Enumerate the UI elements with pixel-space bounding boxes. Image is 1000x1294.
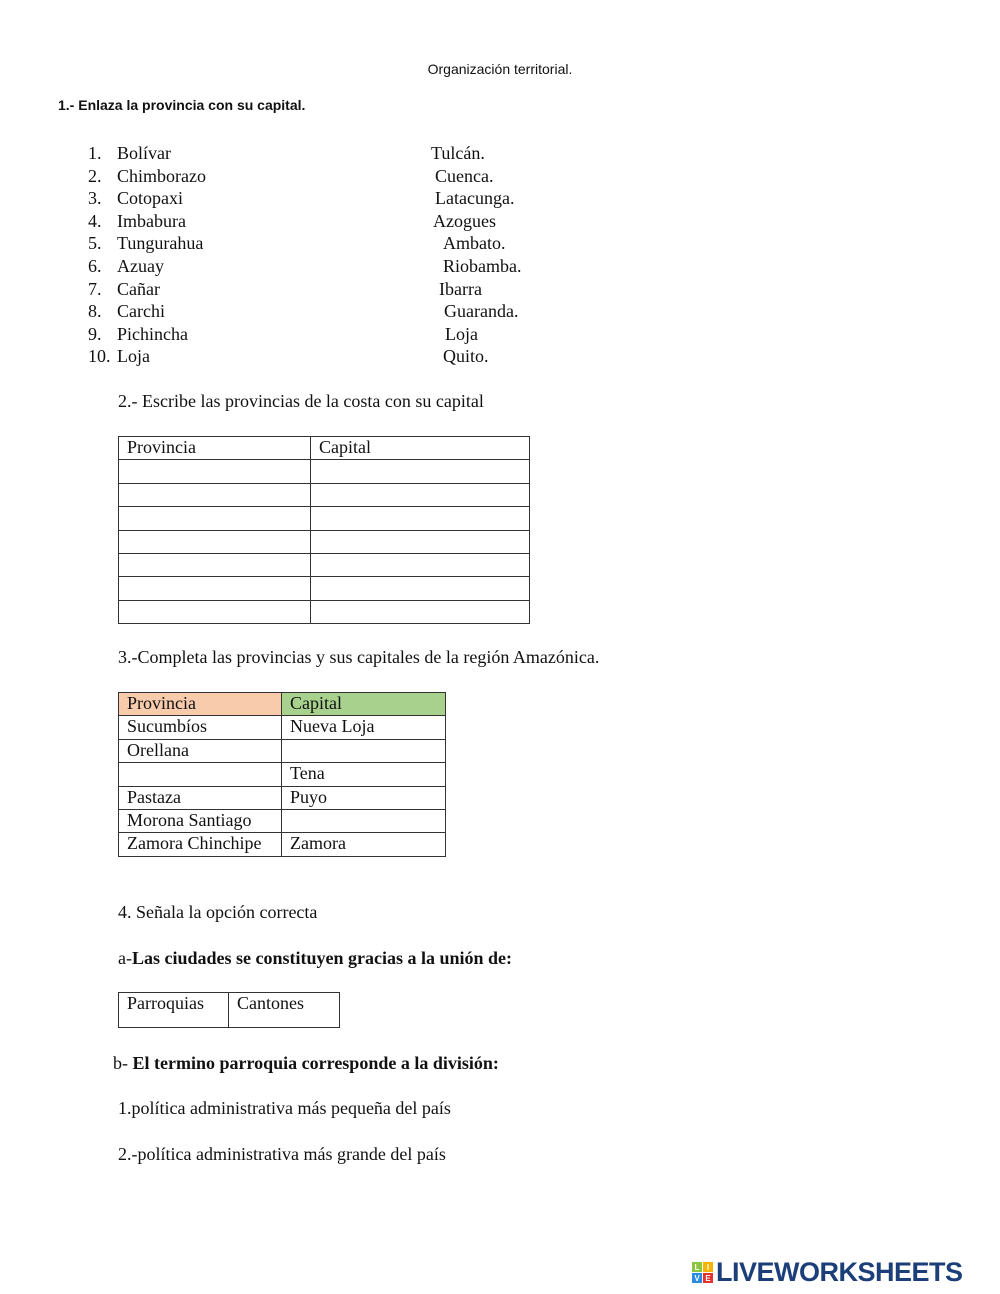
capital-cell[interactable] [282, 739, 446, 762]
province-item[interactable] [88, 142, 171, 164]
province-cell: Zamora Chinchipe [119, 833, 282, 856]
blank-cell[interactable] [311, 577, 530, 600]
q4a-text: Las ciudades se constituyen gracias a la unión de: [131, 948, 513, 968]
header-capital: Capital [311, 437, 530, 460]
province-item[interactable] [88, 165, 206, 187]
capital-item[interactable]: Loja [445, 323, 478, 344]
blank-cell[interactable] [119, 483, 311, 506]
header-capital: Capital [282, 693, 446, 716]
capital-item[interactable]: Riobamba. [443, 256, 522, 276]
capital-item[interactable]: Ibarra [439, 278, 482, 299]
capital-cell: Puyo [282, 786, 446, 809]
amazon-table [118, 692, 446, 857]
capital-item[interactable]: Latacunga. [435, 188, 515, 209]
item-number: 9. [88, 323, 102, 344]
province-item[interactable] [88, 255, 164, 277]
province-item[interactable] [88, 232, 203, 254]
province-name: Pichincha [117, 323, 188, 344]
blank-cell[interactable] [119, 600, 311, 623]
blank-cell[interactable] [311, 483, 530, 506]
province-cell: Sucumbíos [119, 716, 282, 739]
blank-cell[interactable] [119, 507, 311, 530]
question-4-heading: 4. Señala la opción correcta [118, 902, 318, 922]
province-name: Chimborazo [117, 165, 206, 186]
q4a-prefix: a- [118, 948, 132, 968]
table-row [119, 763, 446, 786]
table-row [119, 739, 446, 762]
province-item[interactable] [88, 210, 186, 232]
capital-item[interactable]: Tulcán. [431, 143, 485, 163]
blank-cell[interactable] [119, 460, 311, 483]
item-number: 1. [88, 143, 102, 163]
q4b-option-1[interactable]: 1.política administrativa más pequeña del país [118, 1098, 451, 1118]
option-cantones[interactable]: Cantones [229, 993, 340, 1028]
q4b-option-2[interactable]: 2.-política administrativa más grande del país [118, 1144, 446, 1164]
capital-cell: Tena [282, 763, 446, 786]
blank-cell[interactable] [119, 577, 311, 600]
question-3-heading: 3.-Completa las provincias y sus capitales de la región Amazónica. [118, 647, 600, 667]
header-provincia: Provincia [119, 437, 311, 460]
capital-item[interactable]: Cuenca. [435, 165, 494, 186]
province-name: Bolívar [117, 143, 171, 163]
question-4b [113, 1053, 499, 1074]
province-name: Cotopaxi [117, 188, 183, 209]
header-provincia: Provincia [119, 693, 282, 716]
item-number: 6. [88, 256, 102, 276]
province-cell[interactable] [119, 763, 282, 786]
capital-item[interactable]: Guaranda. [444, 301, 519, 322]
item-number: 7. [88, 278, 102, 299]
question-2-heading: 2.- Escribe las provincias de la costa con su capital [118, 391, 484, 411]
province-name: Imbabura [117, 210, 186, 231]
item-number: 2. [88, 165, 102, 186]
province-item[interactable] [88, 345, 150, 367]
item-number: 5. [88, 233, 102, 254]
option-parroquias[interactable]: Parroquias [119, 993, 229, 1028]
blank-cell[interactable] [119, 553, 311, 576]
province-name: Cañar [117, 278, 160, 299]
province-name: Tungurahua [117, 233, 204, 254]
blank-cell[interactable] [119, 530, 311, 553]
province-item[interactable] [88, 300, 165, 322]
province-item[interactable] [88, 278, 160, 300]
province-name: Azuay [117, 256, 164, 276]
capital-item[interactable]: Azogues [433, 210, 496, 231]
coast-table [118, 436, 530, 624]
blank-cell[interactable] [311, 507, 530, 530]
table-row [119, 716, 446, 739]
liveworksheets-logo [692, 1257, 963, 1288]
question-1-heading: 1.- Enlaza la provincia con su capital. [58, 97, 306, 113]
capital-cell: Zamora [282, 833, 446, 856]
province-item[interactable] [88, 187, 183, 209]
q4b-prefix: b- [113, 1053, 133, 1073]
q4b-text: El termino parroquia corresponde a la división: [132, 1053, 499, 1073]
capital-cell[interactable] [282, 809, 446, 832]
province-cell: Morona Santiago [119, 809, 282, 832]
blank-cell[interactable] [311, 530, 530, 553]
page-title: Organización territorial. [427, 61, 573, 77]
blank-cell[interactable] [311, 460, 530, 483]
item-number: 4. [88, 210, 102, 231]
capital-item[interactable]: Quito. [443, 346, 489, 367]
blank-cell[interactable] [311, 600, 530, 623]
item-number: 10. [88, 346, 111, 367]
province-name: Carchi [117, 301, 165, 322]
q4a-options-table [118, 992, 340, 1028]
table-row [119, 786, 446, 809]
table-row [119, 809, 446, 832]
province-name: Loja [117, 346, 150, 367]
item-number: 8. [88, 301, 102, 322]
capital-cell: Nueva Loja [282, 716, 446, 739]
question-4a [118, 948, 512, 969]
blank-cell[interactable] [311, 553, 530, 576]
capital-item[interactable]: Ambato. [443, 233, 506, 254]
table-row [119, 833, 446, 856]
logo-text: LIVEWORKSHEETS [716, 1257, 963, 1287]
logo-icon: L I V E [692, 1262, 713, 1283]
province-cell: Orellana [119, 739, 282, 762]
province-item[interactable] [88, 323, 188, 345]
province-cell: Pastaza [119, 786, 282, 809]
item-number: 3. [88, 188, 102, 209]
